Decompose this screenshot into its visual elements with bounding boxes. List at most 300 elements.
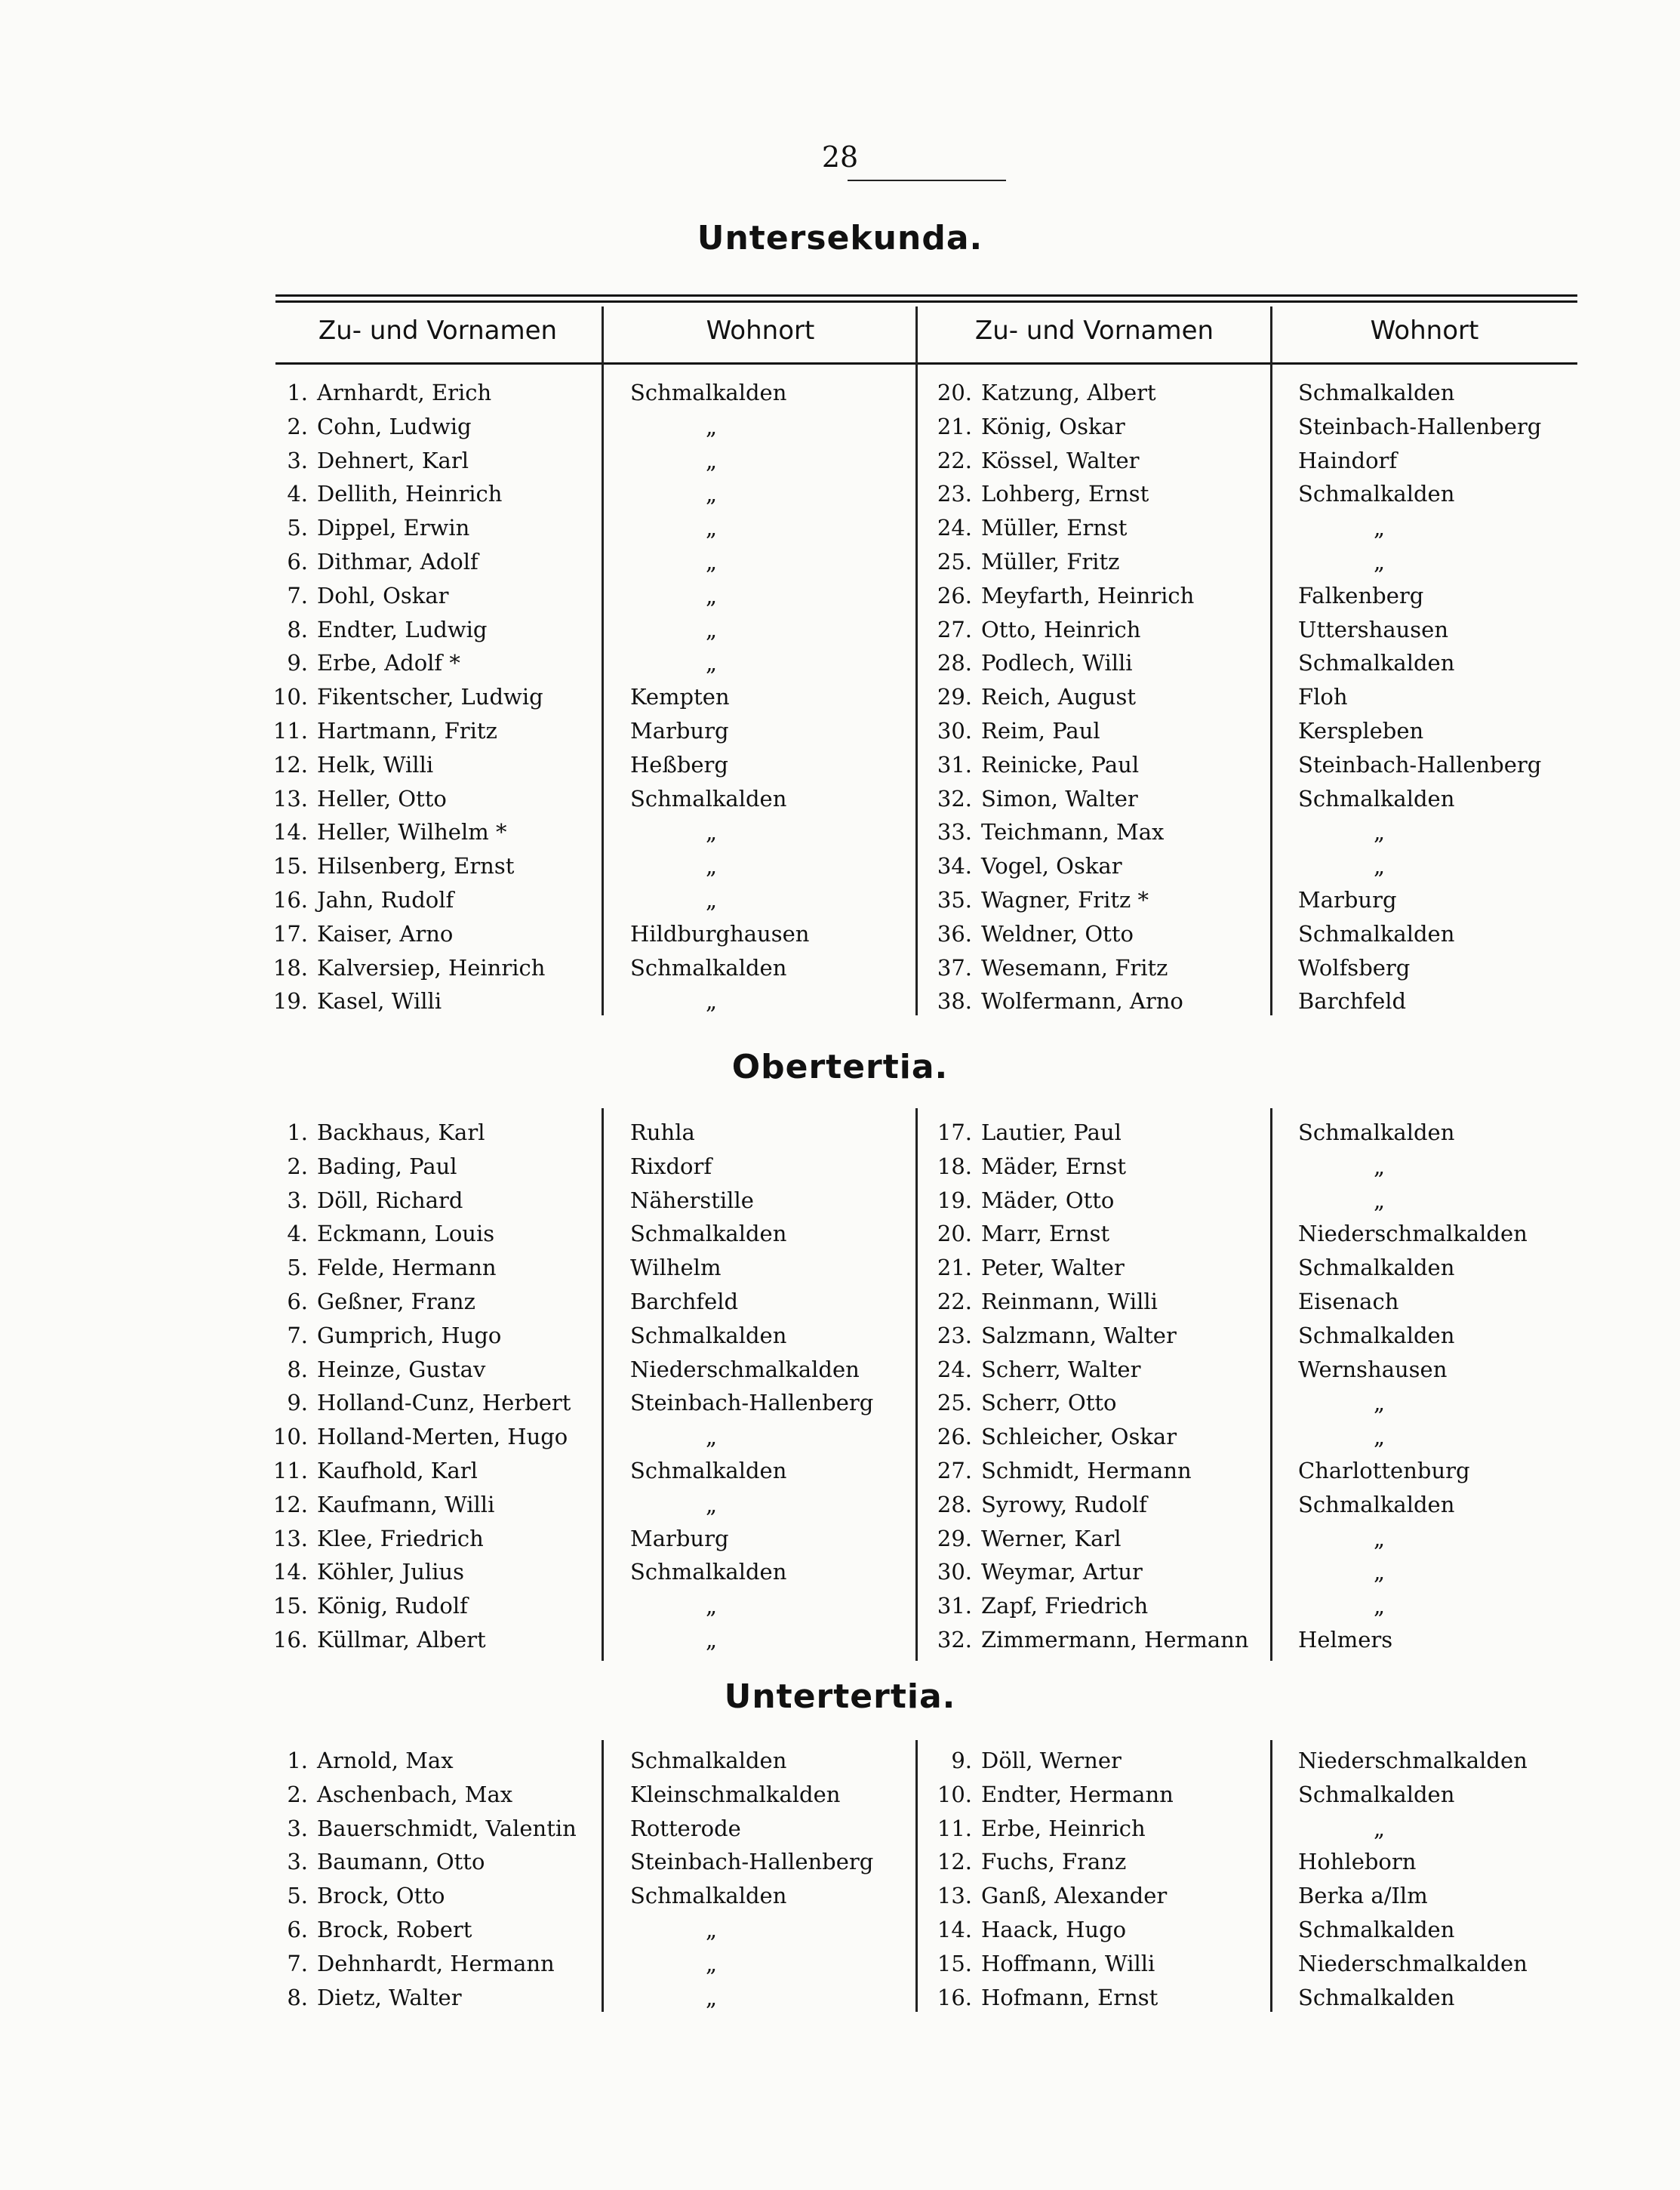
- entry-number: 2.: [287, 1153, 308, 1179]
- student-entry: [255, 646, 460, 679]
- residence: Berka a/Ilm: [1298, 1883, 1428, 1909]
- student-entry: [255, 1285, 475, 1318]
- student-name: Erbe, Heinrich: [981, 1815, 1146, 1841]
- student-name: Dippel, Erwin: [317, 515, 470, 541]
- entry-number: 9.: [287, 1390, 308, 1416]
- ditto-mark: „: [706, 887, 718, 913]
- student-entry: [919, 1589, 1148, 1622]
- entry-number: 14.: [272, 1559, 308, 1585]
- student-name: Vogel, Oskar: [981, 853, 1122, 879]
- ditto-mark: „: [1374, 1559, 1386, 1585]
- entry-number: 8.: [287, 616, 308, 642]
- student-name: Wagner, Fritz *: [981, 887, 1149, 913]
- entry-number: 28.: [937, 1491, 972, 1517]
- student-name: Teichmann, Max: [981, 819, 1165, 846]
- ditto-mark: „: [1374, 853, 1386, 879]
- entry-number: 37.: [937, 954, 972, 981]
- column-divider: [915, 1108, 918, 1661]
- column-divider: [915, 306, 918, 1015]
- entry-number: 35.: [937, 887, 972, 913]
- header-name-2: Zu- und Vornamen: [974, 316, 1214, 346]
- student-entry: [255, 1778, 512, 1811]
- student-entry: [255, 1251, 497, 1284]
- entry-number: 7.: [287, 1322, 308, 1348]
- student-name: Klee, Friedrich: [317, 1525, 484, 1551]
- entry-number: 5.: [287, 1883, 308, 1909]
- entry-number: 24.: [937, 1356, 972, 1382]
- residence: Schmalkalden: [630, 1322, 787, 1348]
- residence: Haindorf: [1298, 447, 1398, 473]
- ditto-mark: „: [1374, 1153, 1386, 1179]
- residence: Schmalkalden: [1298, 481, 1455, 507]
- ditto-mark: „: [706, 1984, 718, 2010]
- student-name: Ganß, Alexander: [981, 1883, 1168, 1909]
- student-name: Köhler, Julius: [317, 1559, 464, 1585]
- residence: Marburg: [630, 718, 729, 744]
- student-entry: [255, 579, 448, 612]
- student-entry: [919, 1947, 1155, 1980]
- residence: Charlottenburg: [1298, 1458, 1470, 1483]
- student-name: Helk, Willi: [317, 751, 434, 778]
- student-entry: [919, 815, 1164, 849]
- entry-number: 19.: [272, 988, 308, 1015]
- student-name: Kaiser, Arno: [317, 920, 454, 947]
- table-top-rule-inner: [275, 300, 1577, 303]
- student-name: Jahn, Rudolf: [317, 887, 454, 913]
- student-entry: [919, 1778, 1174, 1811]
- student-entry: [255, 1184, 463, 1217]
- student-entry: [919, 1812, 1146, 1845]
- ditto-mark: „: [706, 1627, 718, 1653]
- residence: Schmalkalden: [1298, 1917, 1455, 1942]
- student-entry: [919, 917, 1134, 950]
- entry-number: 17.: [937, 1120, 972, 1145]
- ditto-mark: „: [706, 1424, 718, 1450]
- header-town-1: Wohnort: [706, 316, 815, 346]
- entry-number: 20.: [937, 380, 972, 405]
- residence: Schmalkalden: [630, 1221, 787, 1247]
- student-name: Haack, Hugo: [981, 1917, 1127, 1942]
- residence: Steinbach-Hallenberg: [630, 1849, 874, 1875]
- entry-number: 3.: [287, 1815, 308, 1841]
- entry-number: 30.: [937, 718, 972, 744]
- student-name: Endter, Hermann: [981, 1781, 1174, 1807]
- student-name: Schleicher, Oskar: [981, 1424, 1177, 1450]
- entry-number: 10.: [272, 684, 308, 710]
- entry-number: 22.: [937, 447, 972, 473]
- student-name: Dellith, Heinrich: [317, 481, 503, 507]
- student-name: Erbe, Adolf *: [317, 650, 460, 676]
- student-name: Dietz, Walter: [317, 1984, 462, 2010]
- residence: Niederschmalkalden: [1298, 1748, 1528, 1773]
- student-name: Reinmann, Willi: [981, 1289, 1158, 1314]
- student-name: Reich, August: [981, 684, 1137, 710]
- column-divider: [1270, 306, 1272, 1015]
- column-divider: [602, 306, 604, 1015]
- student-entry: [919, 680, 1136, 713]
- entry-number: 5.: [287, 1255, 308, 1281]
- ditto-mark: „: [706, 616, 718, 642]
- student-name: Reim, Paul: [981, 718, 1100, 744]
- entry-number: 2.: [287, 1781, 308, 1807]
- student-entry: [919, 1319, 1177, 1352]
- entry-number: 6.: [287, 1289, 308, 1314]
- student-entry: [255, 477, 502, 510]
- page-number: 28: [821, 140, 859, 174]
- student-entry: [919, 545, 1119, 578]
- student-entry: [255, 1947, 555, 1980]
- residence: Falkenberg: [1298, 582, 1424, 608]
- student-name: Fikentscher, Ludwig: [317, 684, 543, 710]
- ditto-mark: „: [706, 515, 718, 541]
- entry-number: 16.: [272, 887, 308, 913]
- student-name: Marr, Ernst: [981, 1221, 1110, 1247]
- student-name: Katzung, Albert: [981, 380, 1156, 405]
- student-name: Hilsenberg, Ernst: [317, 853, 515, 879]
- student-entry: [919, 1913, 1126, 1946]
- entry-number: 32.: [937, 1627, 972, 1653]
- student-entry: [255, 1589, 468, 1622]
- student-name: Döll, Richard: [317, 1187, 463, 1213]
- entry-number: 1.: [287, 1748, 308, 1773]
- student-entry: [919, 883, 1149, 916]
- student-entry: [255, 545, 478, 578]
- student-entry: [255, 1522, 484, 1555]
- ditto-mark: „: [706, 1950, 718, 1976]
- student-entry: [919, 849, 1122, 882]
- entry-number: 3.: [287, 447, 308, 473]
- student-name: Kössel, Walter: [981, 447, 1140, 473]
- residence: Niederschmalkalden: [630, 1356, 860, 1382]
- student-entry: [919, 1845, 1126, 1878]
- student-name: Weymar, Artur: [981, 1559, 1143, 1585]
- entry-number: 16.: [937, 1984, 972, 2010]
- residence: Schmalkalden: [1298, 1322, 1455, 1348]
- entry-number: 29.: [937, 684, 972, 710]
- residence: Rixdorf: [630, 1153, 712, 1179]
- student-entry: [255, 1812, 577, 1845]
- student-entry: [255, 1845, 485, 1878]
- student-entry: [255, 1353, 485, 1386]
- entry-number: 30.: [937, 1559, 972, 1585]
- residence: Kerspleben: [1298, 718, 1424, 744]
- student-entry: [255, 1420, 568, 1453]
- residence: Floh: [1298, 684, 1348, 710]
- student-name: Heller, Wilhelm *: [317, 819, 507, 846]
- residence: Schmalkalden: [1298, 1781, 1455, 1807]
- header-bottom-rule: [275, 362, 1577, 365]
- ditto-mark: „: [706, 481, 718, 507]
- residence: Ruhla: [630, 1120, 695, 1145]
- ditto-mark: „: [706, 549, 718, 574]
- student-entry: [919, 1116, 1122, 1149]
- student-entry: [919, 1184, 1114, 1217]
- entry-number: 17.: [272, 920, 308, 947]
- student-name: Felde, Hermann: [317, 1255, 497, 1281]
- column-divider: [602, 1108, 604, 1661]
- entry-number: 36.: [937, 920, 972, 947]
- student-entry: [919, 951, 1168, 984]
- entry-number: 7.: [287, 582, 308, 608]
- student-name: Scherr, Walter: [981, 1356, 1141, 1382]
- student-entry: [255, 782, 447, 815]
- entry-number: 3.: [287, 1849, 308, 1875]
- residence: Niederschmalkalden: [1298, 1221, 1528, 1247]
- entry-number: 25.: [937, 549, 972, 574]
- student-name: Aschenbach, Max: [317, 1781, 513, 1807]
- student-name: Podlech, Willi: [981, 650, 1133, 676]
- student-name: Brock, Otto: [317, 1883, 445, 1909]
- student-entry: [255, 1488, 494, 1521]
- section-title: Obertertia.: [731, 1048, 949, 1086]
- entry-number: 6.: [287, 549, 308, 574]
- entry-number: 3.: [287, 1187, 308, 1213]
- student-entry: [255, 1386, 571, 1419]
- entry-number: 26.: [937, 1424, 972, 1450]
- entry-number: 2.: [287, 413, 308, 439]
- student-name: Endter, Ludwig: [317, 616, 488, 642]
- student-name: Bauerschmidt, Valentin: [317, 1815, 577, 1841]
- residence: Barchfeld: [1298, 988, 1407, 1015]
- student-name: Küllmar, Albert: [317, 1627, 486, 1653]
- residence: Wolfsberg: [1298, 954, 1411, 981]
- student-name: Otto, Heinrich: [981, 616, 1141, 642]
- entry-number: 16.: [272, 1627, 308, 1653]
- section-title: Untertertia.: [724, 1677, 956, 1716]
- entry-number: 27.: [937, 1458, 972, 1483]
- ditto-mark: „: [706, 853, 718, 879]
- header-town-2: Wohnort: [1370, 316, 1479, 346]
- ditto-mark: „: [1374, 549, 1386, 574]
- ditto-mark: „: [706, 1917, 718, 1942]
- student-name: Peter, Walter: [981, 1255, 1125, 1281]
- residence: Schmalkalden: [1298, 920, 1455, 947]
- student-name: König, Rudolf: [317, 1593, 468, 1619]
- student-entry: [255, 444, 469, 477]
- residence: Schmalkalden: [630, 785, 787, 812]
- student-name: Meyfarth, Heinrich: [981, 582, 1195, 608]
- ditto-mark: „: [706, 650, 718, 676]
- student-name: Hoffmann, Willi: [981, 1950, 1155, 1976]
- student-entry: [919, 984, 1183, 1018]
- entry-number: 24.: [937, 515, 972, 541]
- entry-number: 11.: [272, 718, 308, 744]
- entry-number: 18.: [272, 954, 308, 981]
- student-name: Hofmann, Ernst: [981, 1984, 1158, 2010]
- ditto-mark: „: [706, 1491, 718, 1517]
- residence: Niederschmalkalden: [1298, 1950, 1528, 1976]
- section-title: Untersekunda.: [697, 219, 983, 257]
- student-name: Scherr, Otto: [981, 1390, 1117, 1416]
- entry-number: 11.: [272, 1458, 308, 1483]
- entry-number: 23.: [937, 1322, 972, 1348]
- table-top-rule: [275, 294, 1577, 297]
- student-name: Döll, Werner: [981, 1748, 1122, 1773]
- residence: Näherstille: [630, 1187, 754, 1213]
- entry-number: 8.: [287, 1356, 308, 1382]
- student-name: Wesemann, Fritz: [981, 954, 1168, 981]
- residence: Schmalkalden: [1298, 1491, 1455, 1517]
- page-number-rule: [848, 180, 1006, 181]
- student-entry: [919, 1488, 1147, 1521]
- student-entry: [919, 714, 1100, 747]
- student-name: Syrowy, Rudolf: [981, 1491, 1147, 1517]
- student-name: Müller, Fritz: [981, 549, 1120, 574]
- student-name: Geßner, Franz: [317, 1289, 475, 1314]
- residence: Steinbach-Hallenberg: [1298, 751, 1542, 778]
- student-entry: [255, 613, 488, 646]
- entry-number: 5.: [287, 515, 308, 541]
- entry-number: 9.: [287, 650, 308, 676]
- residence: Uttershausen: [1298, 616, 1449, 642]
- student-name: Bading, Paul: [317, 1153, 457, 1179]
- entry-number: 23.: [937, 481, 972, 507]
- student-name: Dehnert, Karl: [317, 447, 469, 473]
- residence: Schmalkalden: [630, 380, 787, 405]
- ditto-mark: „: [1374, 1593, 1386, 1619]
- entry-number: 1.: [287, 380, 308, 405]
- student-entry: [919, 477, 1149, 510]
- entry-number: 15.: [272, 853, 308, 879]
- entry-number: 12.: [937, 1849, 972, 1875]
- column-divider: [915, 1740, 918, 2012]
- entry-number: 26.: [937, 582, 972, 608]
- entry-number: 34.: [937, 853, 972, 879]
- student-entry: [919, 1555, 1143, 1588]
- column-divider: [602, 1740, 604, 2012]
- student-entry: [255, 951, 545, 984]
- student-entry: [255, 1555, 464, 1588]
- student-entry: [919, 748, 1139, 781]
- entry-number: 18.: [937, 1153, 972, 1179]
- student-entry: [919, 1879, 1167, 1912]
- student-entry: [255, 1744, 454, 1777]
- ditto-mark: „: [706, 447, 718, 473]
- student-name: Dohl, Oskar: [317, 582, 449, 608]
- entry-number: 14.: [937, 1917, 972, 1942]
- student-entry: [919, 410, 1125, 443]
- residence: Schmalkalden: [1298, 1255, 1455, 1281]
- student-entry: [255, 511, 469, 544]
- residence: Marburg: [1298, 887, 1397, 913]
- student-name: Dehnhardt, Hermann: [317, 1950, 555, 1976]
- entry-number: 28.: [937, 650, 972, 676]
- student-entry: [255, 984, 442, 1018]
- ditto-mark: „: [1374, 1187, 1386, 1213]
- entry-number: 11.: [937, 1815, 972, 1841]
- entry-number: 29.: [937, 1525, 972, 1551]
- residence: Hildburghausen: [630, 920, 810, 947]
- student-entry: [919, 1285, 1158, 1318]
- student-name: Hartmann, Fritz: [317, 718, 497, 744]
- residence: Marburg: [630, 1525, 729, 1551]
- student-name: Heinze, Gustav: [317, 1356, 486, 1382]
- ditto-mark: „: [1374, 1525, 1386, 1551]
- residence: Schmalkalden: [630, 1559, 787, 1585]
- residence: Helmers: [1298, 1627, 1393, 1653]
- entry-number: 31.: [937, 1593, 972, 1619]
- student-name: Schmidt, Hermann: [981, 1458, 1192, 1483]
- entry-number: 20.: [937, 1221, 972, 1247]
- student-name: Mäder, Ernst: [981, 1153, 1127, 1179]
- entry-number: 15.: [272, 1593, 308, 1619]
- ditto-mark: „: [706, 413, 718, 439]
- student-name: Kasel, Willi: [317, 988, 442, 1015]
- residence: Steinbach-Hallenberg: [630, 1390, 874, 1416]
- student-name: Reinicke, Paul: [981, 751, 1140, 778]
- student-name: Lohberg, Ernst: [981, 481, 1149, 507]
- residence: Heßberg: [630, 751, 728, 778]
- student-name: Backhaus, Karl: [317, 1120, 485, 1145]
- residence: Kempten: [630, 684, 730, 710]
- ditto-mark: „: [706, 819, 718, 846]
- entry-number: 19.: [937, 1187, 972, 1213]
- student-entry: [919, 1251, 1125, 1284]
- residence: Schmalkalden: [1298, 1120, 1455, 1145]
- student-entry: [919, 1981, 1158, 2014]
- student-name: Heller, Otto: [317, 785, 447, 812]
- student-entry: [255, 1623, 486, 1656]
- ditto-mark: „: [1374, 1390, 1386, 1416]
- student-entry: [919, 1454, 1192, 1487]
- ditto-mark: „: [1374, 1424, 1386, 1450]
- student-entry: [255, 748, 433, 781]
- student-name: Eckmann, Louis: [317, 1221, 495, 1247]
- entry-number: 31.: [937, 751, 972, 778]
- entry-number: 27.: [937, 616, 972, 642]
- entry-number: 6.: [287, 1917, 308, 1942]
- entry-number: 12.: [272, 1491, 308, 1517]
- entry-number: 15.: [937, 1950, 972, 1976]
- student-entry: [255, 883, 454, 916]
- ditto-mark: „: [706, 582, 718, 608]
- student-entry: [919, 1353, 1140, 1386]
- student-name: Holland-Cunz, Herbert: [317, 1390, 571, 1416]
- entry-number: 38.: [937, 988, 972, 1015]
- student-name: Mäder, Otto: [981, 1187, 1115, 1213]
- student-entry: [919, 1623, 1249, 1656]
- residence: Wernshausen: [1298, 1356, 1448, 1382]
- entry-number: 4.: [287, 481, 308, 507]
- residence: Schmalkalden: [1298, 650, 1455, 676]
- entry-number: 4.: [287, 1221, 308, 1247]
- entry-number: 13.: [937, 1883, 972, 1909]
- entry-number: 14.: [272, 819, 308, 846]
- entry-number: 12.: [272, 751, 308, 778]
- residence: Schmalkalden: [630, 1883, 787, 1909]
- student-name: Lautier, Paul: [981, 1120, 1122, 1145]
- student-name: Cohn, Ludwig: [317, 413, 472, 439]
- student-entry: [919, 511, 1127, 544]
- ditto-mark: „: [1374, 1815, 1386, 1841]
- entry-number: 13.: [272, 785, 308, 812]
- column-divider: [1270, 1740, 1272, 2012]
- student-entry: [255, 1981, 462, 2014]
- student-entry: [919, 613, 1140, 646]
- student-entry: [255, 1116, 485, 1149]
- student-entry: [255, 815, 506, 849]
- entry-number: 10.: [272, 1424, 308, 1450]
- student-name: Holland-Merten, Hugo: [317, 1424, 568, 1450]
- student-name: Zapf, Friedrich: [981, 1593, 1149, 1619]
- entry-number: 1.: [287, 1120, 308, 1145]
- student-entry: [255, 1150, 457, 1183]
- student-name: Simon, Walter: [981, 785, 1138, 812]
- ditto-mark: „: [1374, 515, 1386, 541]
- student-entry: [919, 579, 1194, 612]
- student-name: König, Oskar: [981, 413, 1125, 439]
- student-name: Müller, Ernst: [981, 515, 1128, 541]
